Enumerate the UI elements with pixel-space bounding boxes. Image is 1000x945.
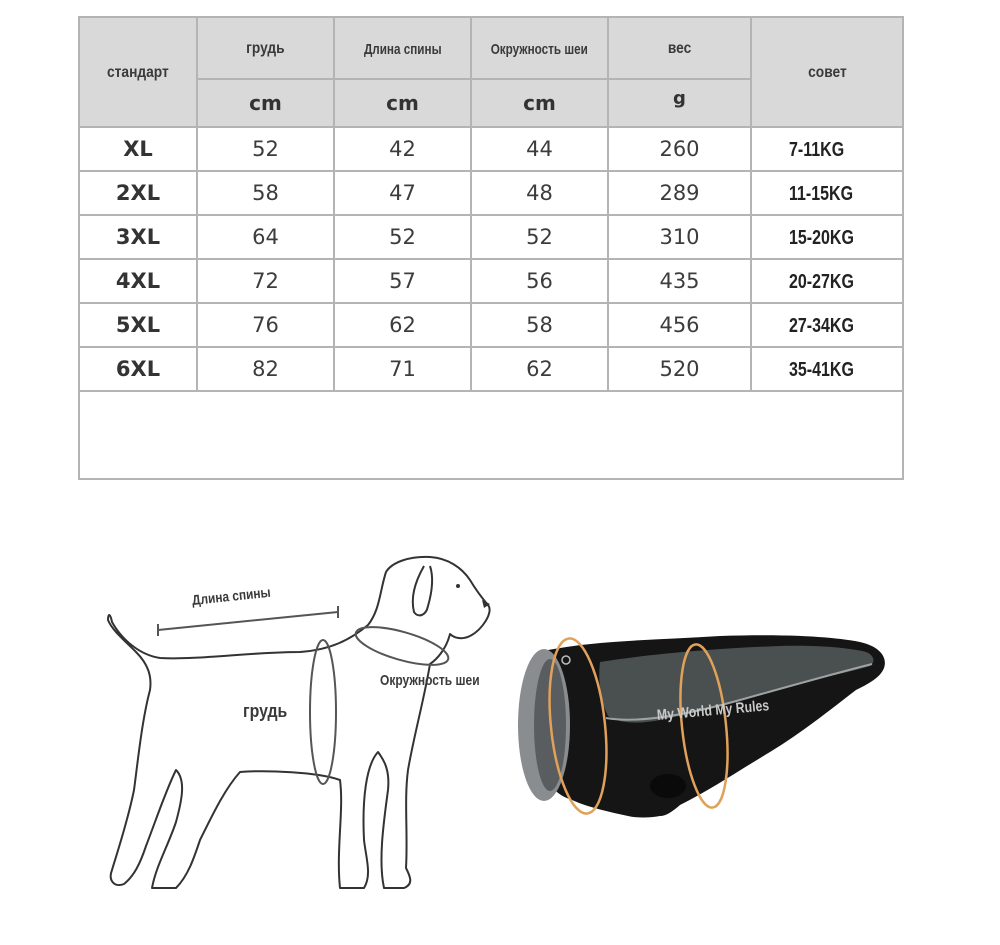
table-body — [79, 127, 903, 479]
advice-cell — [751, 215, 903, 259]
header-back-length: Длина спины — [334, 17, 471, 79]
chest-cell: 58 — [197, 171, 334, 215]
measurement-illustration — [0, 500, 1000, 945]
empty-cell — [79, 391, 903, 479]
coat-print-text: My World My Rules — [656, 697, 770, 724]
dog-ear-icon — [413, 566, 432, 615]
empty-table-row — [79, 391, 903, 479]
illustration-svg — [0, 500, 1000, 945]
weight-cell: 520 — [608, 347, 751, 391]
table-row — [79, 347, 903, 391]
dog-coat-image — [518, 635, 885, 817]
advice-cell — [751, 303, 903, 347]
unit-neck: cm — [471, 79, 608, 127]
table-header — [79, 17, 903, 127]
neck-cell: 62 — [471, 347, 608, 391]
advice-text: 35-41KG — [789, 358, 854, 381]
advice-text: 11-15KG — [789, 182, 854, 205]
neck-cell: 58 — [471, 303, 608, 347]
back-length-cell: 71 — [334, 347, 471, 391]
advice-cell — [751, 171, 903, 215]
back-length-label: Длина спины — [191, 583, 272, 608]
table-row — [79, 303, 903, 347]
size-chart-table — [78, 16, 904, 480]
table-row — [79, 259, 903, 303]
weight-cell: 435 — [608, 259, 751, 303]
table-row — [79, 127, 903, 171]
neck-cell: 48 — [471, 171, 608, 215]
back-length-cell: 47 — [334, 171, 471, 215]
advice-text: 27-34KG — [789, 314, 854, 337]
header-chest: грудь — [197, 17, 334, 79]
neck-measure-ring — [352, 619, 452, 672]
weight-cell: 289 — [608, 171, 751, 215]
header-weight: вес — [608, 17, 751, 79]
chest-label: грудь — [243, 701, 288, 721]
size-cell: 5XL — [79, 303, 197, 347]
advice-cell — [751, 127, 903, 171]
table-row — [79, 171, 903, 215]
back-length-measure-line — [158, 612, 338, 630]
size-cell: XL — [79, 127, 197, 171]
chest-cell: 64 — [197, 215, 334, 259]
chest-measure-ring — [310, 640, 336, 784]
advice-text: 7-11KG — [789, 138, 845, 161]
weight-cell: 456 — [608, 303, 751, 347]
unit-chest: cm — [197, 79, 334, 127]
dog-eye-icon — [456, 584, 460, 588]
coat-leg-hole-icon — [650, 774, 686, 798]
advice-text: 15-20KG — [789, 226, 854, 249]
unit-back-length: cm — [334, 79, 471, 127]
unit-weight: g — [608, 79, 751, 127]
header-advice: совет — [751, 17, 903, 127]
size-cell: 3XL — [79, 215, 197, 259]
header-neck: Окружность шеи — [471, 17, 608, 79]
chest-cell: 52 — [197, 127, 334, 171]
dog-outline-icon — [108, 557, 490, 888]
advice-text: 20-27KG — [789, 270, 854, 293]
chest-cell: 82 — [197, 347, 334, 391]
neck-cell: 52 — [471, 215, 608, 259]
weight-cell: 260 — [608, 127, 751, 171]
chest-cell: 72 — [197, 259, 334, 303]
header-standard: стандарт — [79, 17, 197, 127]
size-cell: 4XL — [79, 259, 197, 303]
size-cell: 2XL — [79, 171, 197, 215]
size-cell: 6XL — [79, 347, 197, 391]
back-length-cell: 52 — [334, 215, 471, 259]
neck-cell: 56 — [471, 259, 608, 303]
back-length-cell: 42 — [334, 127, 471, 171]
advice-cell — [751, 259, 903, 303]
back-length-cell: 62 — [334, 303, 471, 347]
weight-cell: 310 — [608, 215, 751, 259]
back-length-cell: 57 — [334, 259, 471, 303]
table-row — [79, 215, 903, 259]
chest-cell: 76 — [197, 303, 334, 347]
advice-cell — [751, 347, 903, 391]
neck-cell: 44 — [471, 127, 608, 171]
neck-label: Окружность шеи — [380, 672, 480, 689]
